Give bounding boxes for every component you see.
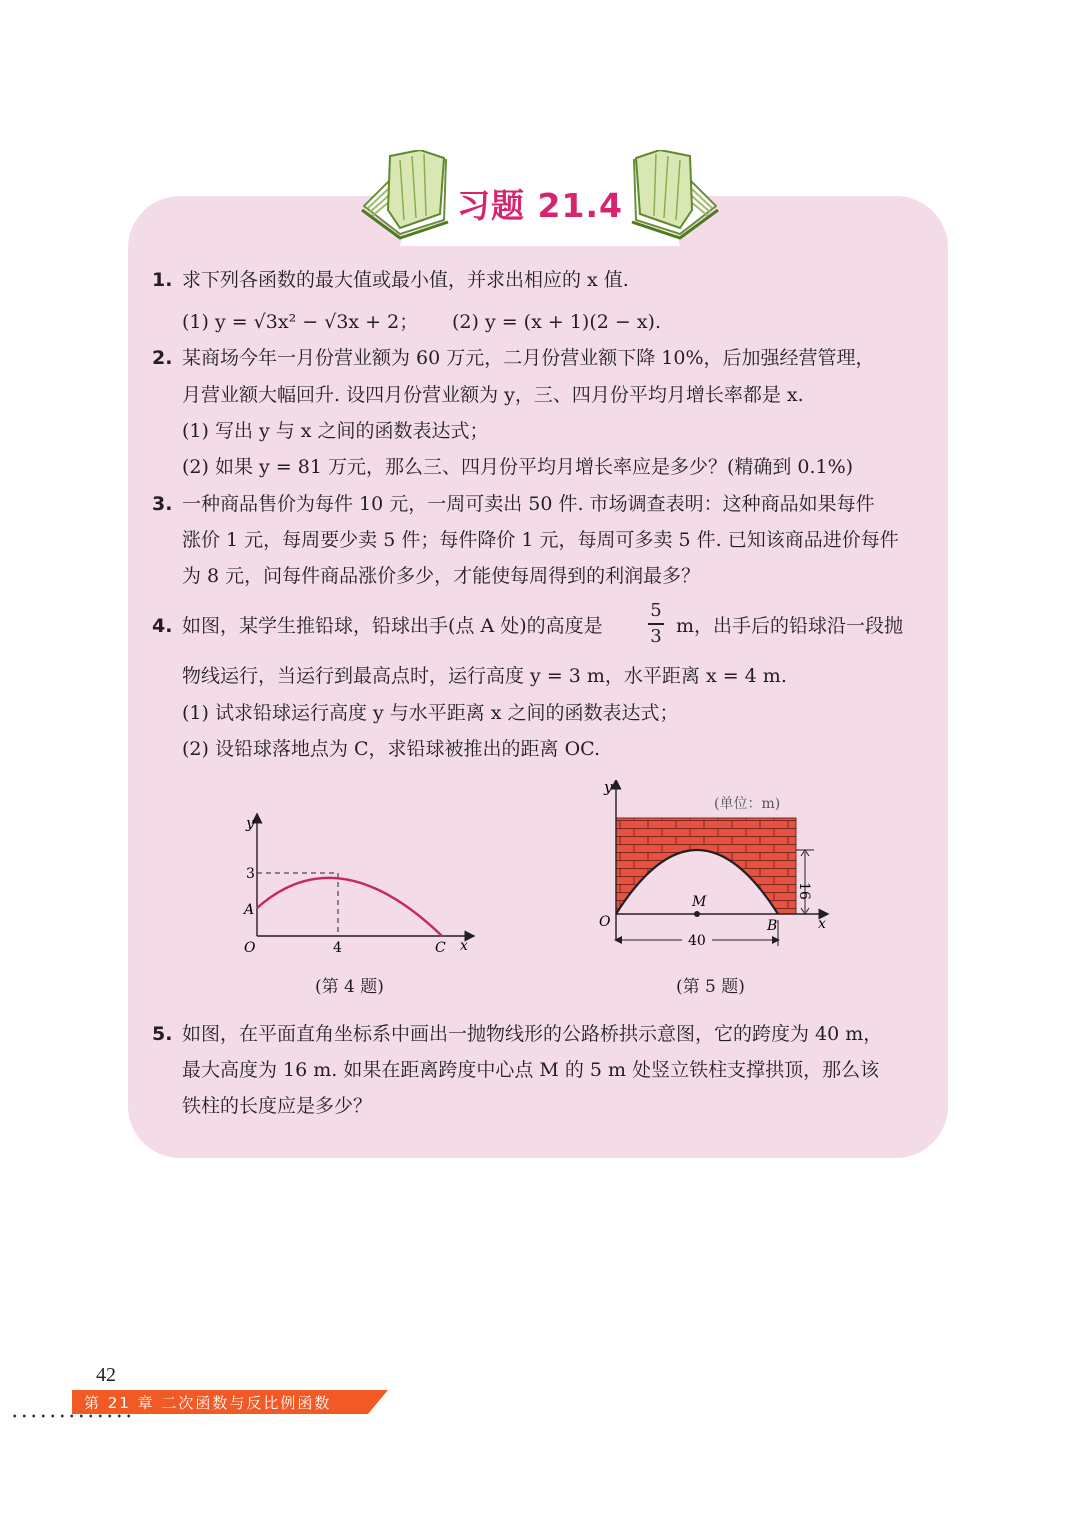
figure-4-graph bbox=[230, 810, 480, 960]
chapter-label: 第 21 章 二次函数与反比例函数 bbox=[84, 1394, 332, 1412]
page-number: 42 bbox=[96, 1364, 116, 1386]
fraction-denominator: 3 bbox=[650, 626, 662, 647]
tick-label-3: 3 bbox=[246, 866, 255, 882]
problem-text: 求下列各函数的最大值或最小值，并求出相应的 x 值. bbox=[182, 269, 629, 291]
problem-part: (1) y = √3x² − √3x + 2； bbox=[182, 311, 419, 333]
point-label-b: B bbox=[767, 918, 778, 934]
problem-text: 最大高度为 16 m. 如果在距离跨度中心点 M 的 5 m 处竖立铁柱支撑拱顶，那么该 bbox=[182, 1059, 880, 1081]
height-label: 16 bbox=[796, 882, 812, 900]
problem-text: 铁柱的长度应是多少？ bbox=[182, 1095, 373, 1117]
problem-text: m，出手后的铅球沿一段抛 bbox=[676, 615, 904, 637]
problem-text: 涨价 1 元，每周要少卖 5 件；每件降价 1 元，每周可多卖 5 件. 已知该商品进价每件 bbox=[182, 529, 899, 551]
point-label-a: A bbox=[244, 902, 255, 918]
problem-text: 如图，某学生推铅球，铅球出手(点 A 处)的高度是 bbox=[182, 615, 603, 637]
point-label-c: C bbox=[435, 940, 446, 956]
problem-part: (2) 设铅球落地点为 C，求铅球被推出的距离 OC. bbox=[182, 738, 601, 760]
problem-text: 如图，在平面直角坐标系中画出一抛物线形的公路桥拱示意图，它的跨度为 40 m， bbox=[182, 1023, 883, 1045]
footer-dots bbox=[10, 1414, 134, 1418]
problem-number: 3. bbox=[152, 493, 173, 515]
y-axis-label: y bbox=[246, 814, 255, 832]
problem-number: 5. bbox=[152, 1023, 173, 1045]
origin-label: O bbox=[599, 914, 611, 930]
problem-text: 月营业额大幅回升. 设四月份营业额为 y，三、四月份平均月增长率都是 x. bbox=[182, 384, 804, 406]
fraction-numerator: 5 bbox=[650, 600, 662, 621]
section-title: 习题 21.4 bbox=[457, 186, 623, 225]
figure-4-caption: (第 4 题) bbox=[315, 977, 384, 997]
open-book-icon-left bbox=[362, 150, 448, 238]
problem-text: 一种商品售价为每件 10 元，一周可卖出 50 件. 市场调查表明：这种商品如果每件 bbox=[182, 493, 875, 515]
section-title-banner bbox=[360, 150, 720, 246]
center-point-m bbox=[694, 911, 700, 917]
width-label: 40 bbox=[688, 933, 706, 949]
y-axis-label: y bbox=[604, 780, 613, 796]
problem-part: (2) y = (x + 1)(2 − x). bbox=[452, 311, 661, 333]
problem-text: 某商场今年一月份营业额为 60 万元，二月份营业额下降 10%，后加强经营管理， bbox=[182, 347, 875, 369]
problem-part: (1) 试求铅球运行高度 y 与水平距离 x 之间的函数表达式； bbox=[182, 702, 679, 724]
figure-5-bridge bbox=[592, 780, 842, 960]
problem-text: 为 8 元，问每件商品涨价多少，才能使每周得到的利润最多？ bbox=[182, 565, 701, 587]
origin-label: O bbox=[244, 940, 256, 956]
trajectory-curve bbox=[257, 878, 442, 936]
problem-part: (1) 写出 y 与 x 之间的函数表达式； bbox=[182, 420, 489, 442]
problem-number: 1. bbox=[152, 269, 173, 291]
problem-number: 2. bbox=[152, 347, 173, 369]
x-axis-label: x bbox=[460, 938, 468, 954]
fraction-bar bbox=[648, 623, 664, 625]
unit-label: (单位：m) bbox=[714, 796, 781, 812]
problem-number: 4. bbox=[152, 615, 173, 637]
tick-label-4: 4 bbox=[333, 940, 342, 956]
point-label-m: M bbox=[692, 894, 707, 910]
x-axis-label: x bbox=[818, 916, 826, 932]
open-book-icon-right bbox=[632, 150, 718, 238]
problem-part: (2) 如果 y = 81 万元，那么三、四月份平均月增长率应是多少？(精确到 0.1%) bbox=[182, 456, 854, 478]
figure-5-caption: (第 5 题) bbox=[676, 977, 745, 997]
problem-text: 物线运行，当运行到最高点时，运行高度 y = 3 m，水平距离 x = 4 m. bbox=[182, 665, 787, 687]
